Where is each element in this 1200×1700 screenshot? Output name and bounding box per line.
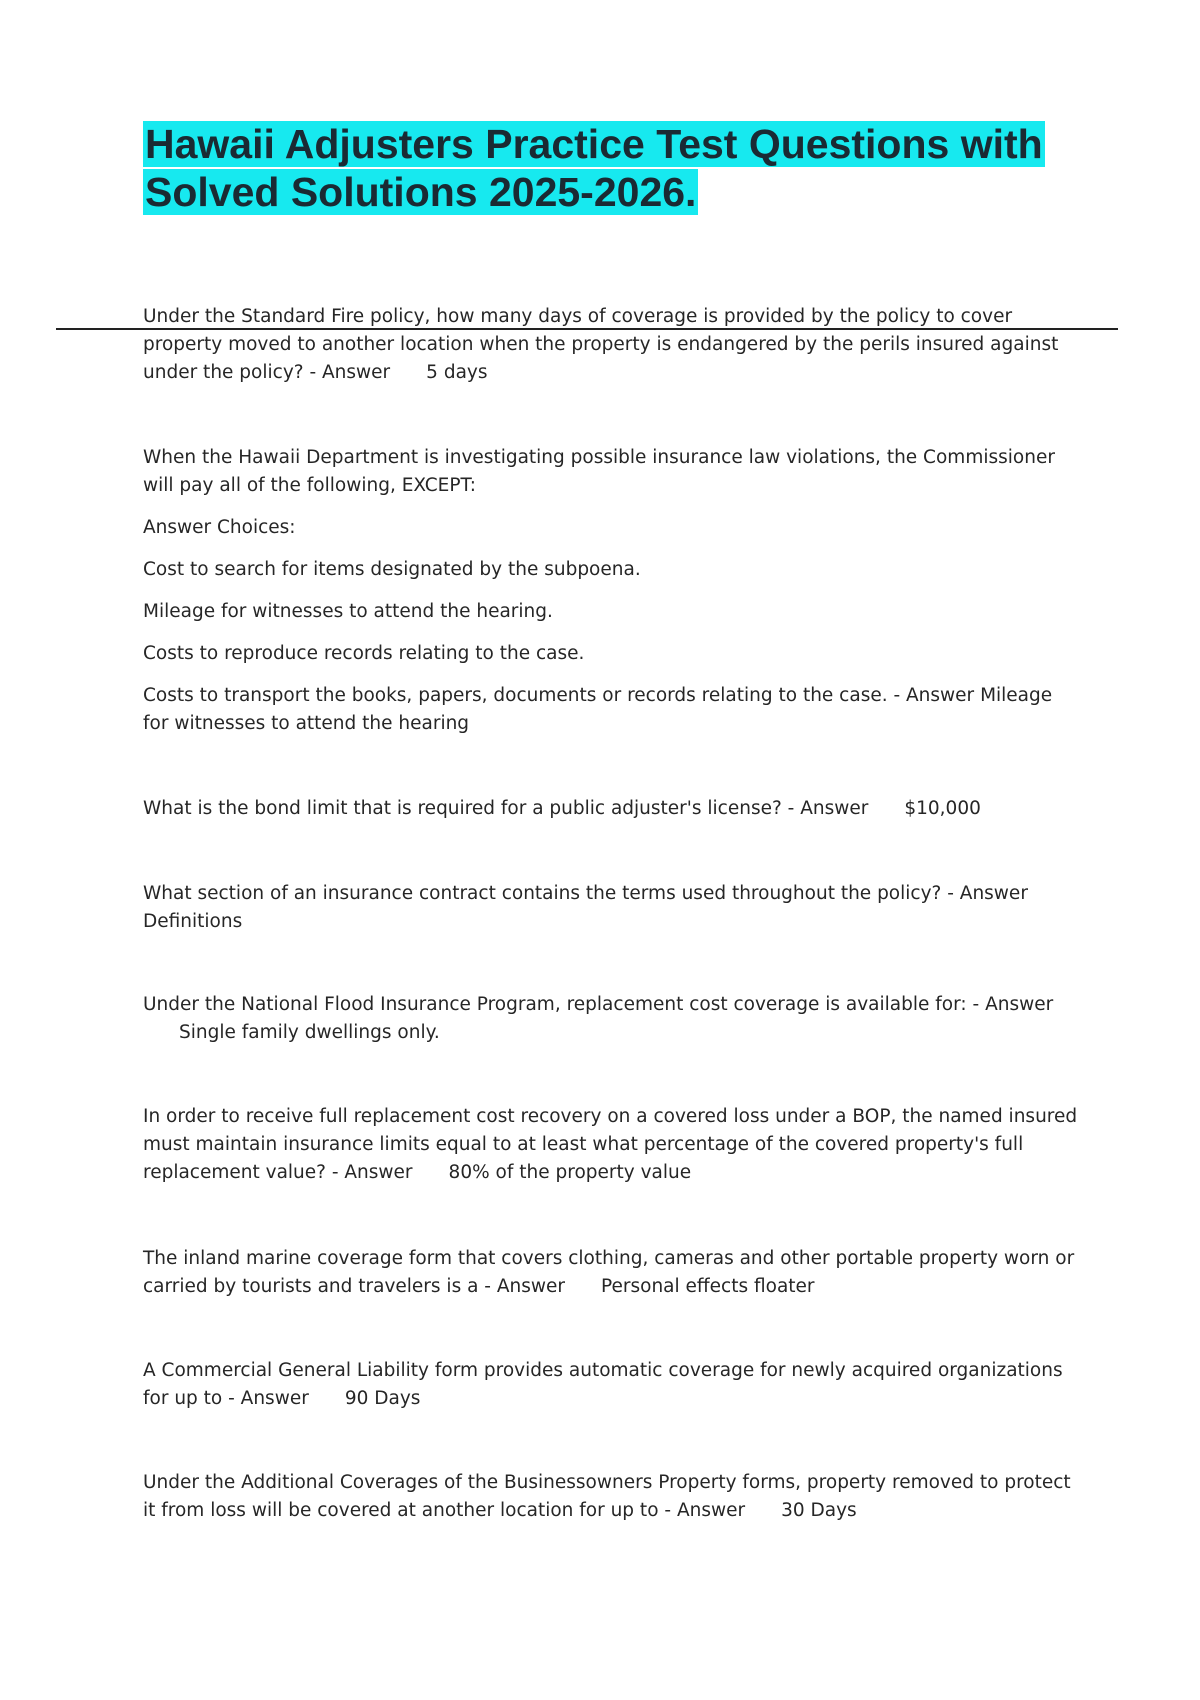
title-highlight: Hawaii Adjusters Practice Test Questions with Solved Solutions 2025-2026. bbox=[145, 121, 1043, 215]
answer-text: Personal effects floater bbox=[601, 1276, 815, 1297]
question-text: Under the National Flood Insurance Program, replacement cost coverage is available for: - AnswerSingle family dwellings only. bbox=[143, 991, 1078, 1047]
question-text: What section of an insurance contract contains the terms used throughout the policy? - Answer Definitions bbox=[143, 883, 1028, 932]
question-text: Under the Standard Fire policy, how many days of coverage is provided by the policy to cover property moved to another location when the property is endangered by the perils insured against under the policy? - Answer 5 days bbox=[143, 303, 1078, 387]
document-title bbox=[143, 120, 1043, 216]
choice-item: Cost to search for items designated by the subpoena. bbox=[143, 559, 641, 580]
qa-item bbox=[143, 1357, 1078, 1413]
choice-item: Costs to transport the books, papers, documents or records relating to the case. - Answer Mileage for witnesses to attend the hearing bbox=[143, 685, 1053, 734]
qa-item bbox=[143, 1245, 1078, 1301]
qa-item bbox=[143, 991, 1078, 1047]
qa-item bbox=[143, 880, 1078, 936]
qa-item bbox=[143, 444, 1078, 738]
answer-text: 80% of the property value bbox=[448, 1162, 692, 1183]
qa-item bbox=[143, 303, 1078, 387]
answer-text: $10,000 bbox=[904, 798, 981, 819]
answer-text: 90 Days bbox=[344, 1388, 421, 1409]
question-text: The inland marine coverage form that covers clothing, cameras and other portable property worn or carried by tourists and travelers is a - Answer Personal effects floater bbox=[143, 1245, 1078, 1301]
answer-text: Single family dwellings only. bbox=[179, 1022, 440, 1043]
qa-item bbox=[143, 1103, 1078, 1187]
choice-item: Costs to reproduce records relating to the case. bbox=[143, 643, 585, 664]
answer-text: 5 days bbox=[426, 362, 488, 383]
question-text: When the Hawaii Department is investigating possible insurance law violations, the Commissioner will pay all of the following, EXCEPT: bbox=[143, 447, 1055, 496]
question-text: Under the Additional Coverages of the Businessowners Property forms, property removed to protect it from loss will be covered at another location for up to - Answer 30 Days bbox=[143, 1469, 1078, 1525]
answer-text: 30 Days bbox=[781, 1500, 857, 1521]
question-text: A Commercial General Liability form provides automatic coverage for newly acquired organizations for up to - Answer 90 Days bbox=[143, 1357, 1078, 1413]
question-text: In order to receive full replacement cost recovery on a covered loss under a BOP, the named insured must maintain insurance limits equal to at least what percentage of the covered property's full replacement value? - Answer 80% of the property value bbox=[143, 1103, 1078, 1187]
answer-text: Mileage for witnesses to attend the hearing bbox=[143, 685, 1053, 734]
answer-text: Definitions bbox=[143, 911, 243, 932]
qa-item bbox=[143, 1469, 1078, 1525]
choice-item: Mileage for witnesses to attend the hearing. bbox=[143, 601, 553, 622]
qa-item bbox=[143, 795, 1078, 823]
choices-label: Answer Choices: bbox=[143, 517, 296, 538]
question-text: What is the bond limit that is required for a public adjuster's license? - Answer $10,000 bbox=[143, 795, 1078, 823]
